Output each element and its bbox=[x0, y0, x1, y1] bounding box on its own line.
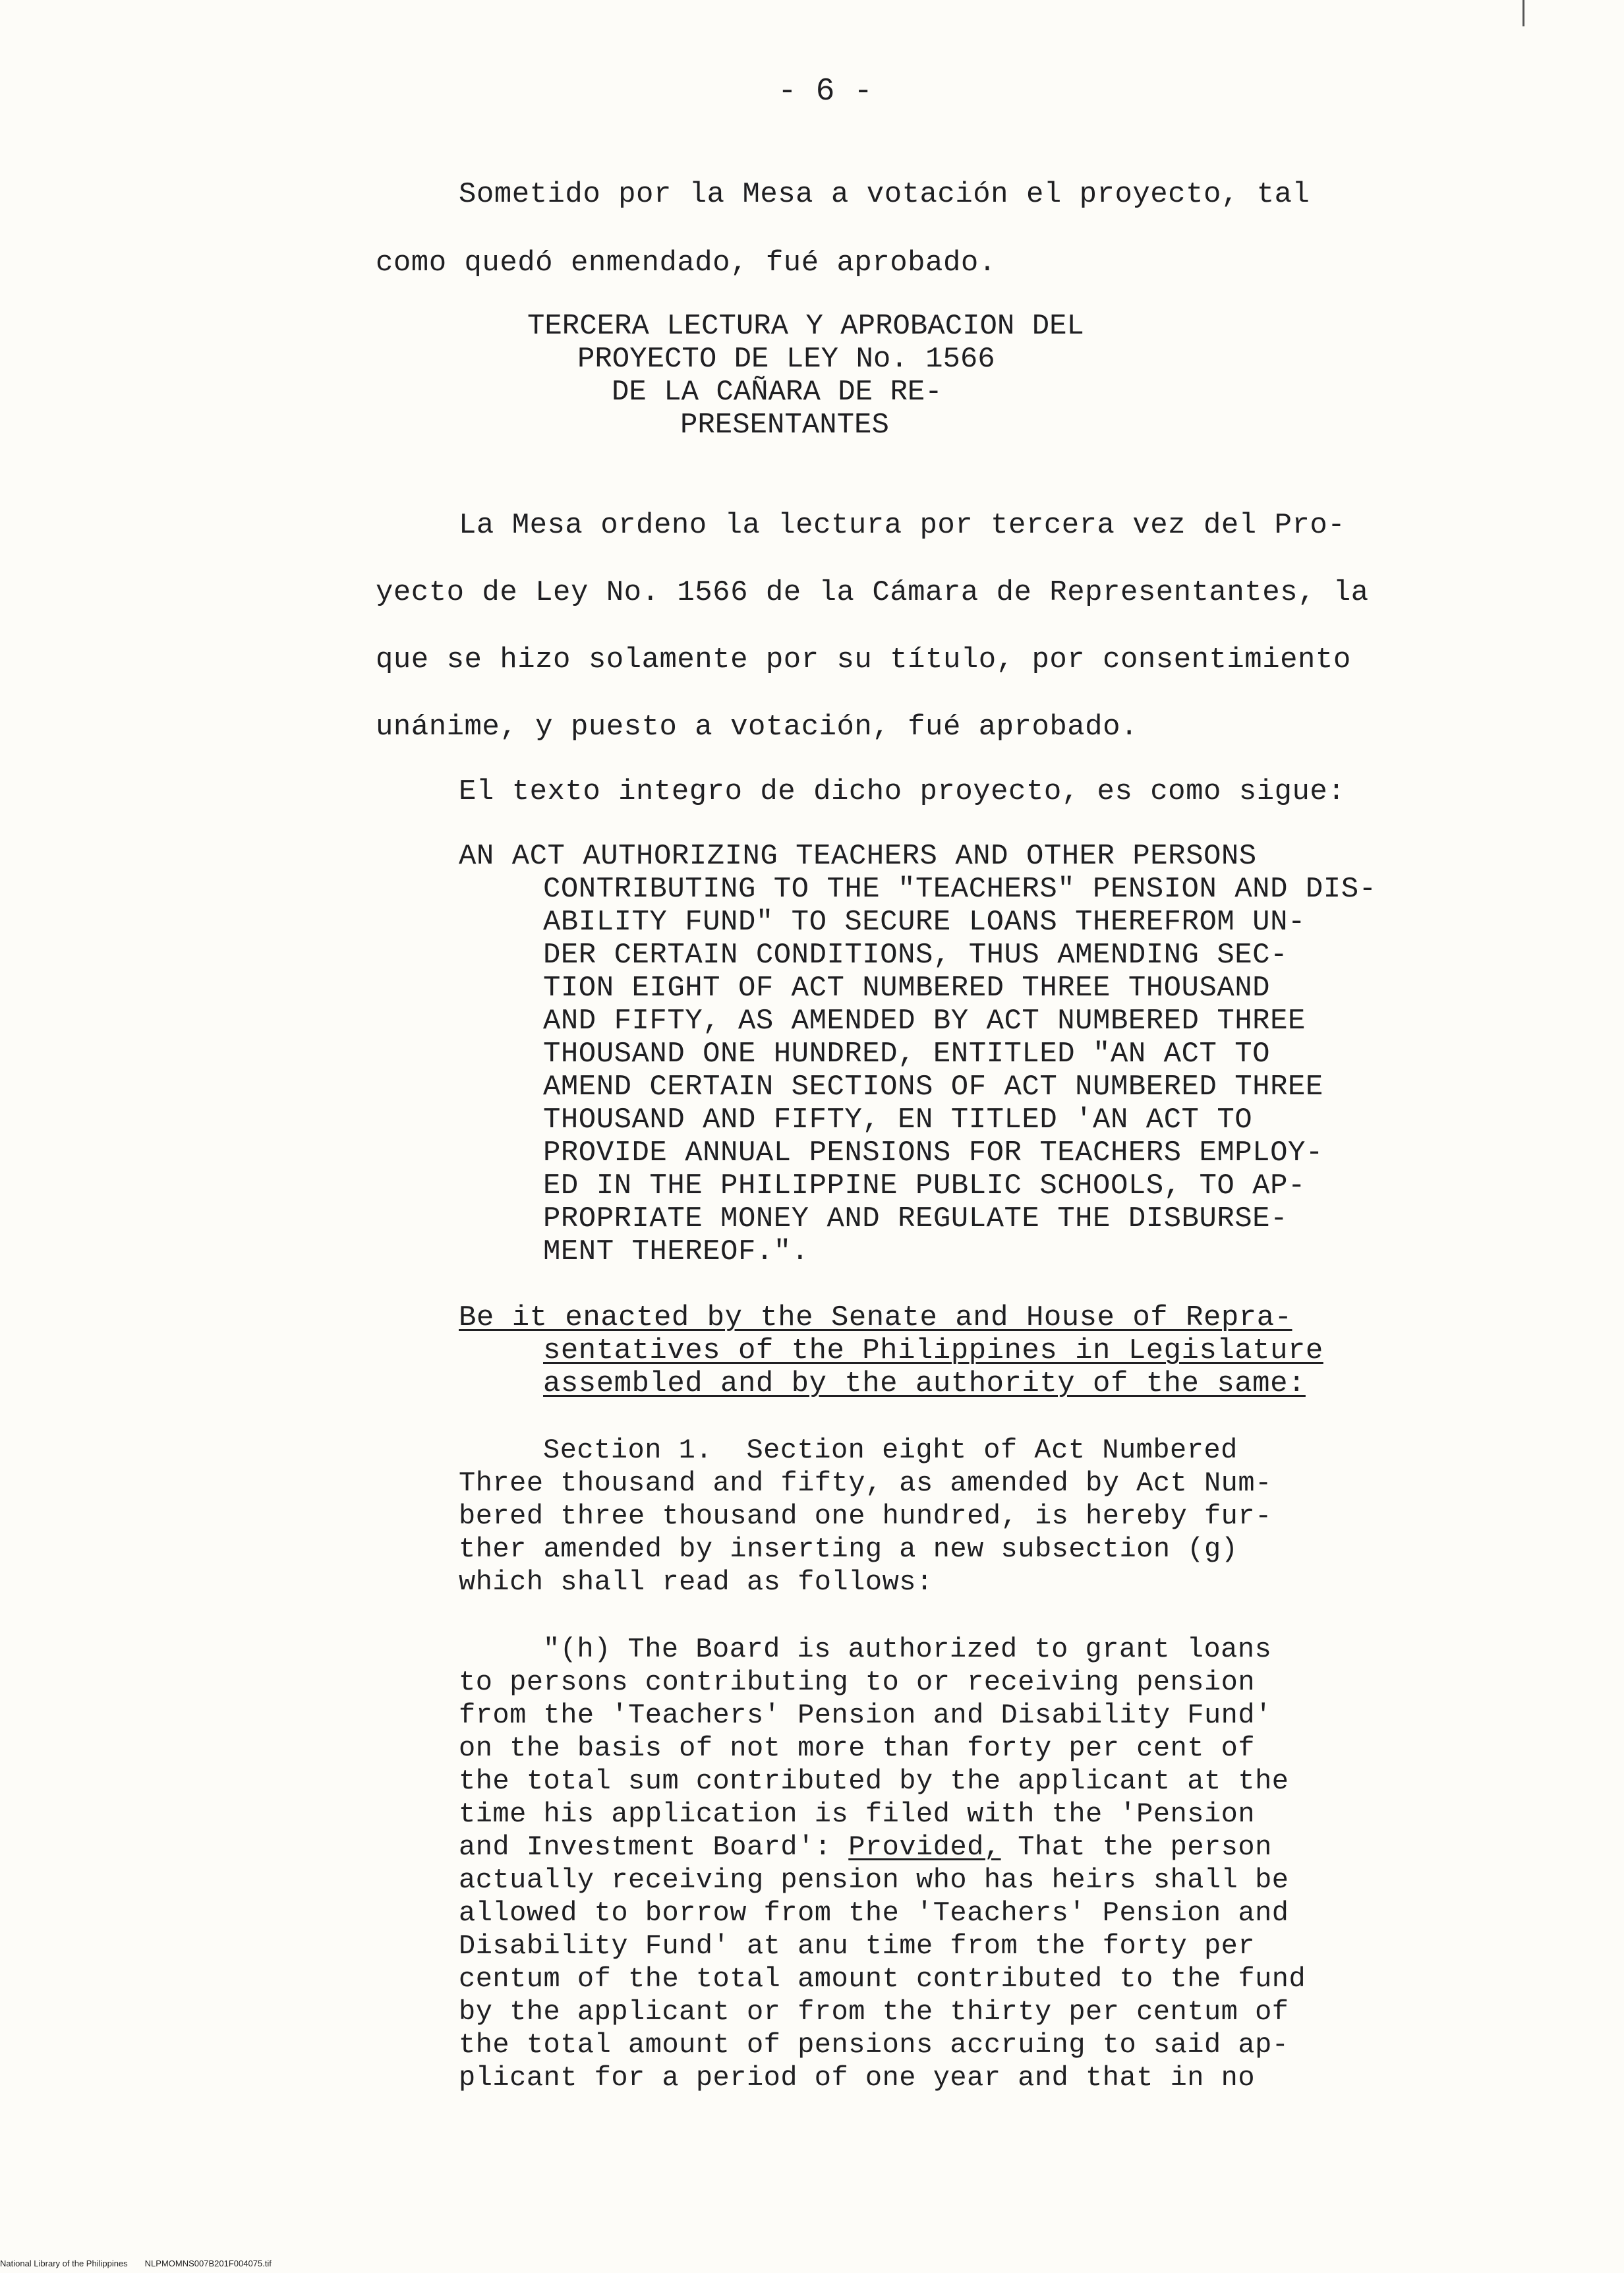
paragraph-2-line: yecto de Ley No. 1566 de la Cámara de Representantes, la bbox=[376, 576, 1369, 609]
subsection-h-line: from the 'Teachers' Pension and Disability Fund' bbox=[459, 1699, 1272, 1731]
subsection-h-text: That the person bbox=[1018, 1831, 1272, 1863]
subsection-h-line: the total sum contributed by the applicant at the bbox=[459, 1765, 1289, 1797]
section-1-line: Three thousand and fifty, as amended by Act Num- bbox=[459, 1467, 1272, 1499]
act-title-line: PROPRIATE MONEY AND REGULATE THE DISBURSE- bbox=[543, 1202, 1288, 1235]
act-title-line: PROVIDE ANNUAL PENSIONS FOR TEACHERS EMPLOY- bbox=[543, 1136, 1323, 1169]
paragraph-2-line: La Mesa ordeno la lectura por tercera vez del Pro- bbox=[459, 509, 1346, 542]
subsection-h-line: actually receiving pension who has heirs shall be bbox=[459, 1864, 1289, 1896]
section-1-line: ther amended by inserting a new subsection (g) bbox=[459, 1533, 1238, 1565]
paragraph-2-line: que se hizo solamente por su título, por consentimiento bbox=[376, 643, 1351, 676]
page-number: - 6 - bbox=[778, 74, 873, 109]
act-title-line: THOUSAND ONE HUNDRED, ENTITLED "AN ACT TO bbox=[543, 1038, 1271, 1071]
paragraph-1-line: Sometido por la Mesa a votación el proyecto, tal bbox=[459, 178, 1310, 211]
act-title-line: THOUSAND AND FIFTY, EN TITLED 'AN ACT TO bbox=[543, 1104, 1253, 1136]
act-title-line: AND FIFTY, AS AMENDED BY ACT NUMBERED THREE bbox=[543, 1005, 1306, 1038]
provided-keyword: Provided, bbox=[848, 1831, 1001, 1863]
subsection-h-line: plicant for a period of one year and that in no bbox=[459, 2062, 1256, 2094]
act-title-line: AMEND CERTAIN SECTIONS OF ACT NUMBERED THREE bbox=[543, 1071, 1323, 1104]
section-heading-line: PRESENTANTES bbox=[680, 409, 889, 442]
act-title-line: DER CERTAIN CONDITIONS, THUS AMENDING SEC- bbox=[543, 939, 1288, 972]
subsection-h-line bbox=[459, 1831, 1272, 1863]
subsection-h-line: on the basis of not more than forty per cent of bbox=[459, 1732, 1256, 1764]
file-id: NLPMOMNS007B201F004075.tif bbox=[144, 2258, 272, 2268]
act-title-line: ED IN THE PHILIPPINE PUBLIC SCHOOLS, TO AP- bbox=[543, 1169, 1306, 1202]
section-1-line: which shall read as follows: bbox=[459, 1566, 933, 1598]
act-title-line: CONTRIBUTING TO THE "TEACHERS" PENSION AND DIS- bbox=[543, 873, 1377, 906]
act-title-line: MENT THEREOF.". bbox=[543, 1235, 809, 1268]
scan-footer bbox=[0, 2258, 289, 2269]
subsection-h-line: allowed to borrow from the 'Teachers' Pension and bbox=[459, 1897, 1289, 1929]
scan-edge-mark bbox=[1522, 0, 1524, 26]
paragraph-2-line: unánime, y puesto a votación, fué aprobado. bbox=[376, 711, 1138, 744]
section-heading-line: TERCERA LECTURA Y APROBACION DEL bbox=[527, 310, 1084, 343]
act-title-line: ABILITY FUND" TO SECURE LOANS THEREFROM UN- bbox=[543, 906, 1306, 939]
paragraph-3: El texto integro de dicho proyecto, es como sigue: bbox=[459, 775, 1346, 808]
section-heading-line: PROYECTO DE LEY No. 1566 bbox=[577, 343, 995, 376]
subsection-h-line: by the applicant or from the thirty per centum of bbox=[459, 1996, 1289, 2028]
act-title-line: TION EIGHT OF ACT NUMBERED THREE THOUSAND bbox=[543, 972, 1271, 1005]
library-credit: National Library of the Philippines bbox=[0, 2258, 128, 2268]
section-1-line: Section 1. Section eight of Act Numbered bbox=[543, 1434, 1238, 1466]
enacting-clause-line: sentatives of the Philippines in Legislature bbox=[543, 1334, 1323, 1367]
subsection-h-text: and Investment Board': bbox=[459, 1831, 832, 1863]
act-title-line: AN ACT AUTHORIZING TEACHERS AND OTHER PERSONS bbox=[459, 840, 1257, 873]
subsection-h-line: centum of the total amount contributed to the fund bbox=[459, 1963, 1306, 1995]
paragraph-1-line: como quedó enmendado, fué aprobado. bbox=[376, 247, 997, 280]
subsection-h-line: time his application is filed with the 'Pension bbox=[459, 1798, 1256, 1830]
subsection-h-line: Disability Fund' at anu time from the forty per bbox=[459, 1930, 1256, 1962]
subsection-h-line: to persons contributing to or receiving pension bbox=[459, 1667, 1256, 1698]
section-heading-line: DE LA CAÑARA DE RE- bbox=[612, 376, 942, 409]
subsection-h-line: "(h) The Board is authorized to grant loans bbox=[543, 1634, 1272, 1665]
section-1-line: bered three thousand one hundred, is hereby fur- bbox=[459, 1500, 1272, 1532]
enacting-clause-line: Be it enacted by the Senate and House of Repra- bbox=[459, 1301, 1292, 1334]
enacting-clause-line: assembled and by the authority of the same: bbox=[543, 1367, 1306, 1400]
subsection-h-line: the total amount of pensions accruing to said ap- bbox=[459, 2029, 1289, 2061]
